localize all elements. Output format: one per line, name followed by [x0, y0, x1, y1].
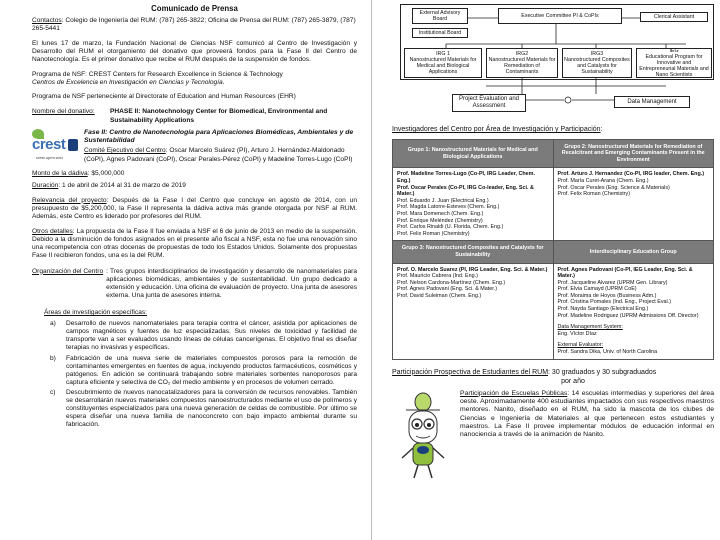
irg2-box: IRG2 Nanostructured Materials for Remediation of Contaminants [486, 48, 558, 78]
crest-logo [32, 129, 78, 163]
org-text: : Tres grupos interdisciplinarios de investigación y desarrollo de nanomateriales para aplicaciones biomédicas, ambientales y de sustentabilidad. Un grupo dedicado a extensión y educación. Una oficina de evaluación de proyecto. Una junta de asesores externa. Una junta de asesores interna. [106, 267, 357, 299]
clerical-box: Clerical Assistant [640, 12, 708, 22]
exec-committee-box: Executive Committee PI & CoPIs [498, 8, 622, 24]
amount [32, 170, 357, 178]
crest-block [32, 129, 357, 164]
data-mgmt-label: Data Management System: [557, 324, 623, 331]
relevance-label: Relevancia del proyecto [32, 196, 107, 204]
per-year: por año [561, 378, 585, 386]
institutional-board-box: Institutional Board [412, 28, 468, 38]
other-details [32, 228, 357, 260]
list-item: c) Descubrimiento de nuevos nanocatalizadores para la conversión de recursos renovables. También se desarrollarán nuevos materiales compuestos nanoestructurados mediante el uso de polímeros y constituyentes especializados para una nueva generación de celdas de combustible. Por último se espera diseñar una nueva familia de nanoconcreto con bajo impacto ambiental durante su fabricación. [50, 389, 357, 429]
logo-word: crest [32, 135, 66, 153]
uprm-seal-icon [68, 139, 78, 151]
program-directorate: Programa de NSF perteneciente al Directorate of Education and Human Resources (EHR) [32, 93, 296, 101]
investigators-title: Investigadores del Centro por Área de Investigación y Participación: [392, 126, 603, 133]
committee-label: Comité Ejecutivo del Centro [84, 147, 166, 155]
evaluation-box: Project Evaluation and Assessment [452, 94, 526, 112]
duration-value: : 1 de abril de 2014 al 31 de marzo de 2019 [58, 181, 186, 189]
students-label: Participación Prospectiva de Estudiantes del RUM [392, 368, 549, 376]
group2-header: Grupo 2: Nanostructured Materials for Remediation of Recalcitrant and Emerging Contaminants Present in the Environment [553, 139, 714, 168]
program-block [32, 71, 357, 101]
contacts-text: : Colegio de Ingeniería del RUM: (787) 265-3822; Oficina de Prensa del RUM: (787) 265-3879, (787) 265-5441 [32, 16, 356, 32]
relevance-text: : Después de la Fase I del Centro que concluye en agosto de 2014, con un presupuesto de $5,200,000, la Fase II representa la dádiva activa más grande otorgada por NSF al RUM. Además, este Centro es liderado por profesores del RUM. [32, 196, 358, 221]
schools-section [392, 390, 714, 482]
donor-label: Nombre del donativo: [32, 108, 95, 116]
amount-label: Monto de la dádiva [32, 169, 88, 177]
schools-label: Participación de Escuelas Públicas [460, 389, 568, 397]
external-board-box: External Advisory Board [412, 8, 468, 24]
investigators-table [392, 139, 714, 360]
right-column [378, 0, 720, 540]
areas-list [44, 320, 357, 429]
areas-section [32, 309, 357, 430]
duration [32, 182, 357, 190]
irg1-box: IRG 1 Nanostructured Materials for Medical and Biological Applications [404, 48, 482, 78]
duration-label: Duración [32, 181, 59, 189]
donor-title-es: Fase II: Centro de Nanotecnología para Aplicaciones Biomédicas, Ambientales y de Sustentabilidad [84, 128, 354, 145]
areas-label: Áreas de investigación específicas: [44, 309, 147, 317]
group4-header: Interdisciplinary Education Group [553, 241, 714, 263]
committee [84, 147, 357, 163]
group2-people: Prof. Arturo J. Hernandez (Co-PI, IRG leader, Chem. Eng.) Prof. María Curet-Arana (Chem. Eng.) Prof. Oscar Perales (Eng. Science & Materials) Prof. Felix Roman (Chemistry) [553, 168, 714, 241]
schools-text: : 14 escuelas intermedias y superiores del área oeste. Aproximadamente 400 estudiantes impactados con sus respectivos maestros mentores. Nanito, diseñado en el RUM, ha sido la mascota de los clubes de Ciencias e Ingeniería de Materiales al que pertenecen estos estudiantes y maestros. La Fase II provee implementar módulos de educación informal en nanociencia a través de la animación de Nanito. [460, 389, 714, 439]
group4-people: Prof. Agnes Padovani (Co-PI, IEG Leader, Eng. Sci. & Mater.) Prof. Jacqueline Alvarez (UPRM Gen. Library) Prof. Elvia Camayd (UPRM CoE) Prof. Moraima de Hoyos (Business Adm.) Prof. Cristina Pomales (Ind. Eng., Project Eval.) Prof. Nayda Santiago (Electrical Eng.) Prof. Madeline Rodriguez (UPRM Admissions Off. Director) Data Management System: Eng. Víctor Díaz External Evaluator: Prof. Sandra Dika, Univ. of North Carolina [553, 263, 714, 359]
group3-people: Prof. O. Marcelo Suarez (PI, IRG Leader, Eng. Sci. & Mater.) Prof. Mauricio Cabrera (Ind. Eng.) Prof. Nelson Cardona-Martínez (Chem. Eng.) Prof. Agnes Padovani (Eng. Sci. & Mater.) Prof. David Suleiman (Chem. Eng.) [393, 263, 554, 359]
evaluator-label: External Evaluator: [557, 342, 604, 349]
relevance [32, 197, 357, 221]
logo-url: crest.uprm.edu [36, 154, 63, 160]
contacts [32, 17, 357, 33]
schools-text-block [460, 390, 714, 482]
group1-people: Prof. Madeline Torres-Lugo (Co-PI, IRG Leader, Chem. Eng.) Prof. Oscar Perales (Co-PI, IRG Co-leader, Eng. Sci. & Mater.) Prof. Eduardo J. Juan (Electrical Eng.) Prof. Magda Latorre-Esteves (Chem. Eng.) Prof. Mara Domenech (Chem. Eng.) Prof. Enrique Meléndez (Chemistry) Prof. Carlos Rinaldi (U. Florida, Chem. Eng.) Prof. Felix Roman (Chemistry) [393, 168, 554, 241]
donor-title: PHASE II: Nanotechnology Center for Biomedical, Environmental and Sustainability Applications [110, 108, 328, 124]
group3-header: Grupo 3: Nanostructured Composites and Catalysts for Sustainability [393, 241, 554, 263]
org-label: Organización del Centro [32, 267, 104, 275]
committee-text: : Oscar Marcelo Suárez (PI), Arturo J. Hernández-Maldonado (CoPI), Agnes Padovani (CoPI), Oscar Perales-Pérez (CoPI) y Madeline Torres-Lugo (CoPI) [84, 147, 353, 163]
list-item: b) Fabricación de una nueva serie de materiales compuestos porosos para la remoción de contaminantes emergentes en fuentes de agua, incluyendo productos farmacéuticos, cosméticos y patógenos. En adición se continuará trabajando sobre materiales sorbentes nanoporosos para captura eficiente y selectiva de CO₂ del medio ambiente y en procesos de volumen cerrado. [50, 354, 357, 386]
program-line: Programa de NSF: CREST Centers for Research Excellence in Science & Technology [32, 71, 283, 79]
org-chart [396, 4, 718, 116]
other-label: Otros detalles [32, 228, 73, 236]
organization [32, 268, 357, 300]
amount-value: : $5,000,000 [87, 169, 125, 177]
students-text: : 30 graduados y 30 subgraduados [548, 368, 657, 376]
intro-paragraph: El lunes 17 de marzo, la Fundación Nacional de Ciencias NSF comunicó al Centro de Investigación y Desarrollo del RUM el otorgamiento del donativo que proveerá fondos para la Fase II del Centro de Nanotecnología. Es el primer donativo que recibe el RUM después de la suspensión de fondos. [32, 39, 357, 64]
contacts-label: Contactos [32, 16, 62, 24]
donor-section [32, 108, 357, 124]
students-line [392, 369, 714, 378]
ieg-box: IEG Educational Program for Innovative and Entrepreneurial Materials and Nano Scientists [636, 48, 712, 78]
data-management-box: Data Management [614, 96, 690, 108]
group1-header: Grupo 1: Nanostructured Materials for Medical and Biological Applications [393, 139, 554, 168]
program-spanish: Centros de Excelencia en Investigación en Ciencias y Tecnología. [32, 79, 225, 87]
nanito-mascot-icon [392, 390, 454, 482]
irg3-box: IRG3 Nanostructured Composites and Catalysts for Sustainability [562, 48, 632, 78]
evaluator-name: Prof. Sandra Dika, Univ. of North Carolina [557, 349, 658, 356]
other-text: : La propuesta de la Fase II fue enviada a NSF el 6 de junio de 2013 en medio de la suspensión. Debido a la disminución de fondos asignados en el presente año fiscal a NSF, esta no fue una renovación sino una recompetencia con otras docenas de propuestas de todo los Estados Unidos. Solamente dos propuestas Fase II recibieron fondos, una es la del RUM. [32, 228, 357, 260]
data-mgmt-name: Eng. Víctor Díaz [557, 330, 597, 337]
list-item: a) Desarrollo de nuevos nanomateriales para terapia contra el cáncer, asistida por aplicaciones de campos magnéticos y fuentes de luz especializadas. Sus niveles de toxicidad y facilidad de transporte van a ser evaluados usando líneas de células cancerígenas. El objetivo final es diseñar terapias no invasivas y específicas. [50, 320, 357, 352]
page-title: Comunicado de Prensa [151, 4, 238, 13]
